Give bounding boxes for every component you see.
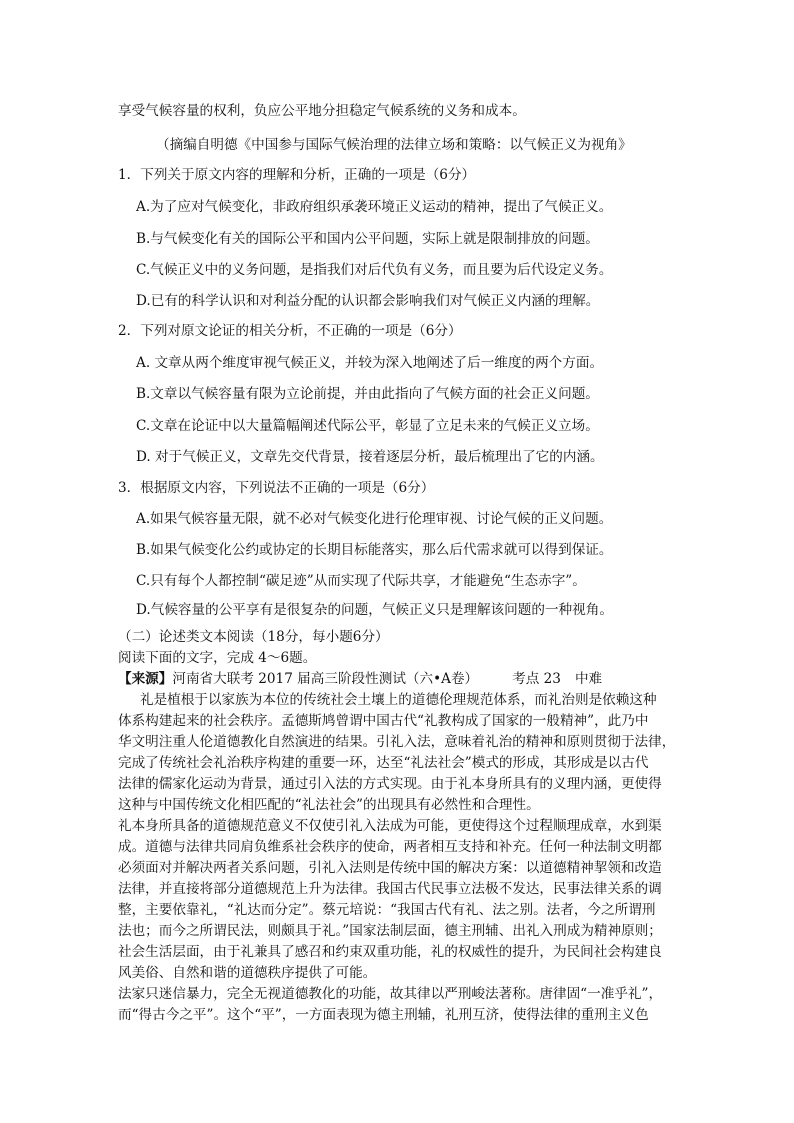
question-2-option-d: D. 对于气候正义，文章先交代背景，接着逐层分析，最后梳理出了它的内涵。 [136,449,604,465]
question-1-stem: 1．下列关于原文内容的理解和分析，正确的一项是（6分） [118,167,476,183]
question-3-stem: 3．根据原文内容，下列说法不正确的一项是（6分） [118,480,435,496]
question-3-option-c: C.只有每个人都控制“碳足迹”从而实现了代际共享，才能避免“生态赤字”。 [136,573,586,589]
question-1-option-c: C.气候正义中的义务问题，是指我们对后代负有义务，而且要为后代设定义务。 [136,262,613,278]
paragraph-line: 成。道德与法律共同肩负维系社会秩序的使命，两者相互支持和补充。任何一种法制文明都 [118,839,662,855]
question-1-option-a: A.为了应对气候变化，非政府组织承袭环境正义运动的精神，提出了气候正义。 [136,199,613,215]
question-3-option-d: D.气候容量的公平享有是很复杂的问题，气候正义只是理解该问题的一种视角。 [136,602,613,618]
question-3-option-a: A.如果气候容量无限，就不必对气候变化进行伦理审视、讨论气候的正义问题。 [136,511,613,527]
paragraph-line: 礼是植根于以家族为本位的传统社会土壤上的道德伦理规范体系，而礼治则是依赖这种 [140,692,657,708]
question-1-option-b: B.与气候变化有关的国际公平和国内公平问题，实际上就是限制排放的问题。 [136,231,599,247]
source-line [118,669,602,689]
question-2-stem: 2．下列对原文论证的相关分析，不正确的一项是（6分） [118,323,462,339]
paragraph-line: 华文明注重人伦道德教化自然演进的结果。引礼入法，意味着礼治的精神和原则贯彻于法律， [118,734,676,750]
paragraph-line: 整，主要依靠礼，“礼达而分定”。蔡元培说：“我国古代有礼、法之别。法者，今之所谓刑 [118,902,656,918]
paragraph-line: 法家只迷信暴力，完全无视道德教化的功能，故其律以严刑峻法著称。唐律固“一准乎礼”， [118,986,663,1002]
section-instruction: 阅读下面的文字，完成 4～6题。 [118,650,317,666]
paragraph-line: 法律，并直接将部分道德规范上升为法律。我国古代民事立法极不发达，民事法律关系的调 [118,881,662,897]
source-level: 中难 [574,671,603,687]
question-2-option-c: C.文章在论证中以大量篇幅阐述代际公平，彰显了立足未来的气候正义立场。 [136,418,599,434]
paragraph-line: 体系构建起来的社会秩序。孟德斯鸠曾谓中国古代“礼教构成了国家的一般精神”，此乃中 [118,713,649,729]
section-heading: （二）论述类文本阅读（18分，每小题6分） [118,629,389,645]
source-point: 考点 23 [512,671,561,687]
paragraph-line: 法也；而今之所谓民法，则颇具于礼。”国家法制层面，德主刑辅、出礼入刑成为精神原则； [118,923,662,939]
source-tag: 【来源】 [118,671,173,687]
paragraph-line: 而“得古今之平”。这个“平”，一方面表现为德主刑辅，礼刑互济，使得法律的重刑主义色 [118,1007,649,1023]
paragraph-line: 法律的儒家化运动为背景，通过引入法的方式实现。由于礼本身所具有的义理内涵，更使得 [118,776,662,792]
source-text: 河南省大联考 2017 届高三阶段性测试（六•A卷） [172,671,479,687]
paragraph-line: 社会生活层面，由于礼兼具了感召和约束双重功能，礼的权威性的提升，为民间社会构建良 [118,944,662,960]
paragraph-line: 礼本身所具备的道德规范意义不仅使引礼入法成为可能，更使得这个过程顺理成章，水到渠 [118,818,662,834]
citation: （摘编自明德《中国参与国际气候治理的法律立场和策略：以气候正义为视角》 [156,137,632,153]
paragraph-line: 这种与中国传统文化相匹配的“礼法社会”的出现具有必然性和合理性。 [118,797,540,813]
question-3-option-b: B.如果气候变化公约或协定的长期目标能落实，那么后代需求就可以得到保证。 [136,542,613,558]
question-1-option-d: D.已有的科学认识和对利益分配的认识都会影响我们对气候正义内涵的理解。 [136,293,600,309]
paragraph-line: 完成了传统社会礼治秩序构建的重要一环，达至“礼法社会”模式的形成，其形成是以古代 [118,755,649,771]
paragraph-line: 风美俗、自然和谐的道德秩序提供了可能。 [118,965,377,981]
question-2-option-a: A. 文章从两个维度审视气候正义，并较为深入地阐述了后一维度的两个方面。 [136,355,604,371]
paragraph-line: 必须面对并解决两者关系问题，引礼入法则是传统中国的解决方案：以道德精神挈领和改造 [118,860,662,876]
intro-tail: 享受气候容量的权利，负应公平地分担稳定气候系统的义务和成本。 [118,103,526,119]
question-2-option-b: B.文章以气候容量有限为立论前提，并由此指向了气候方面的社会正义问题。 [136,386,599,402]
